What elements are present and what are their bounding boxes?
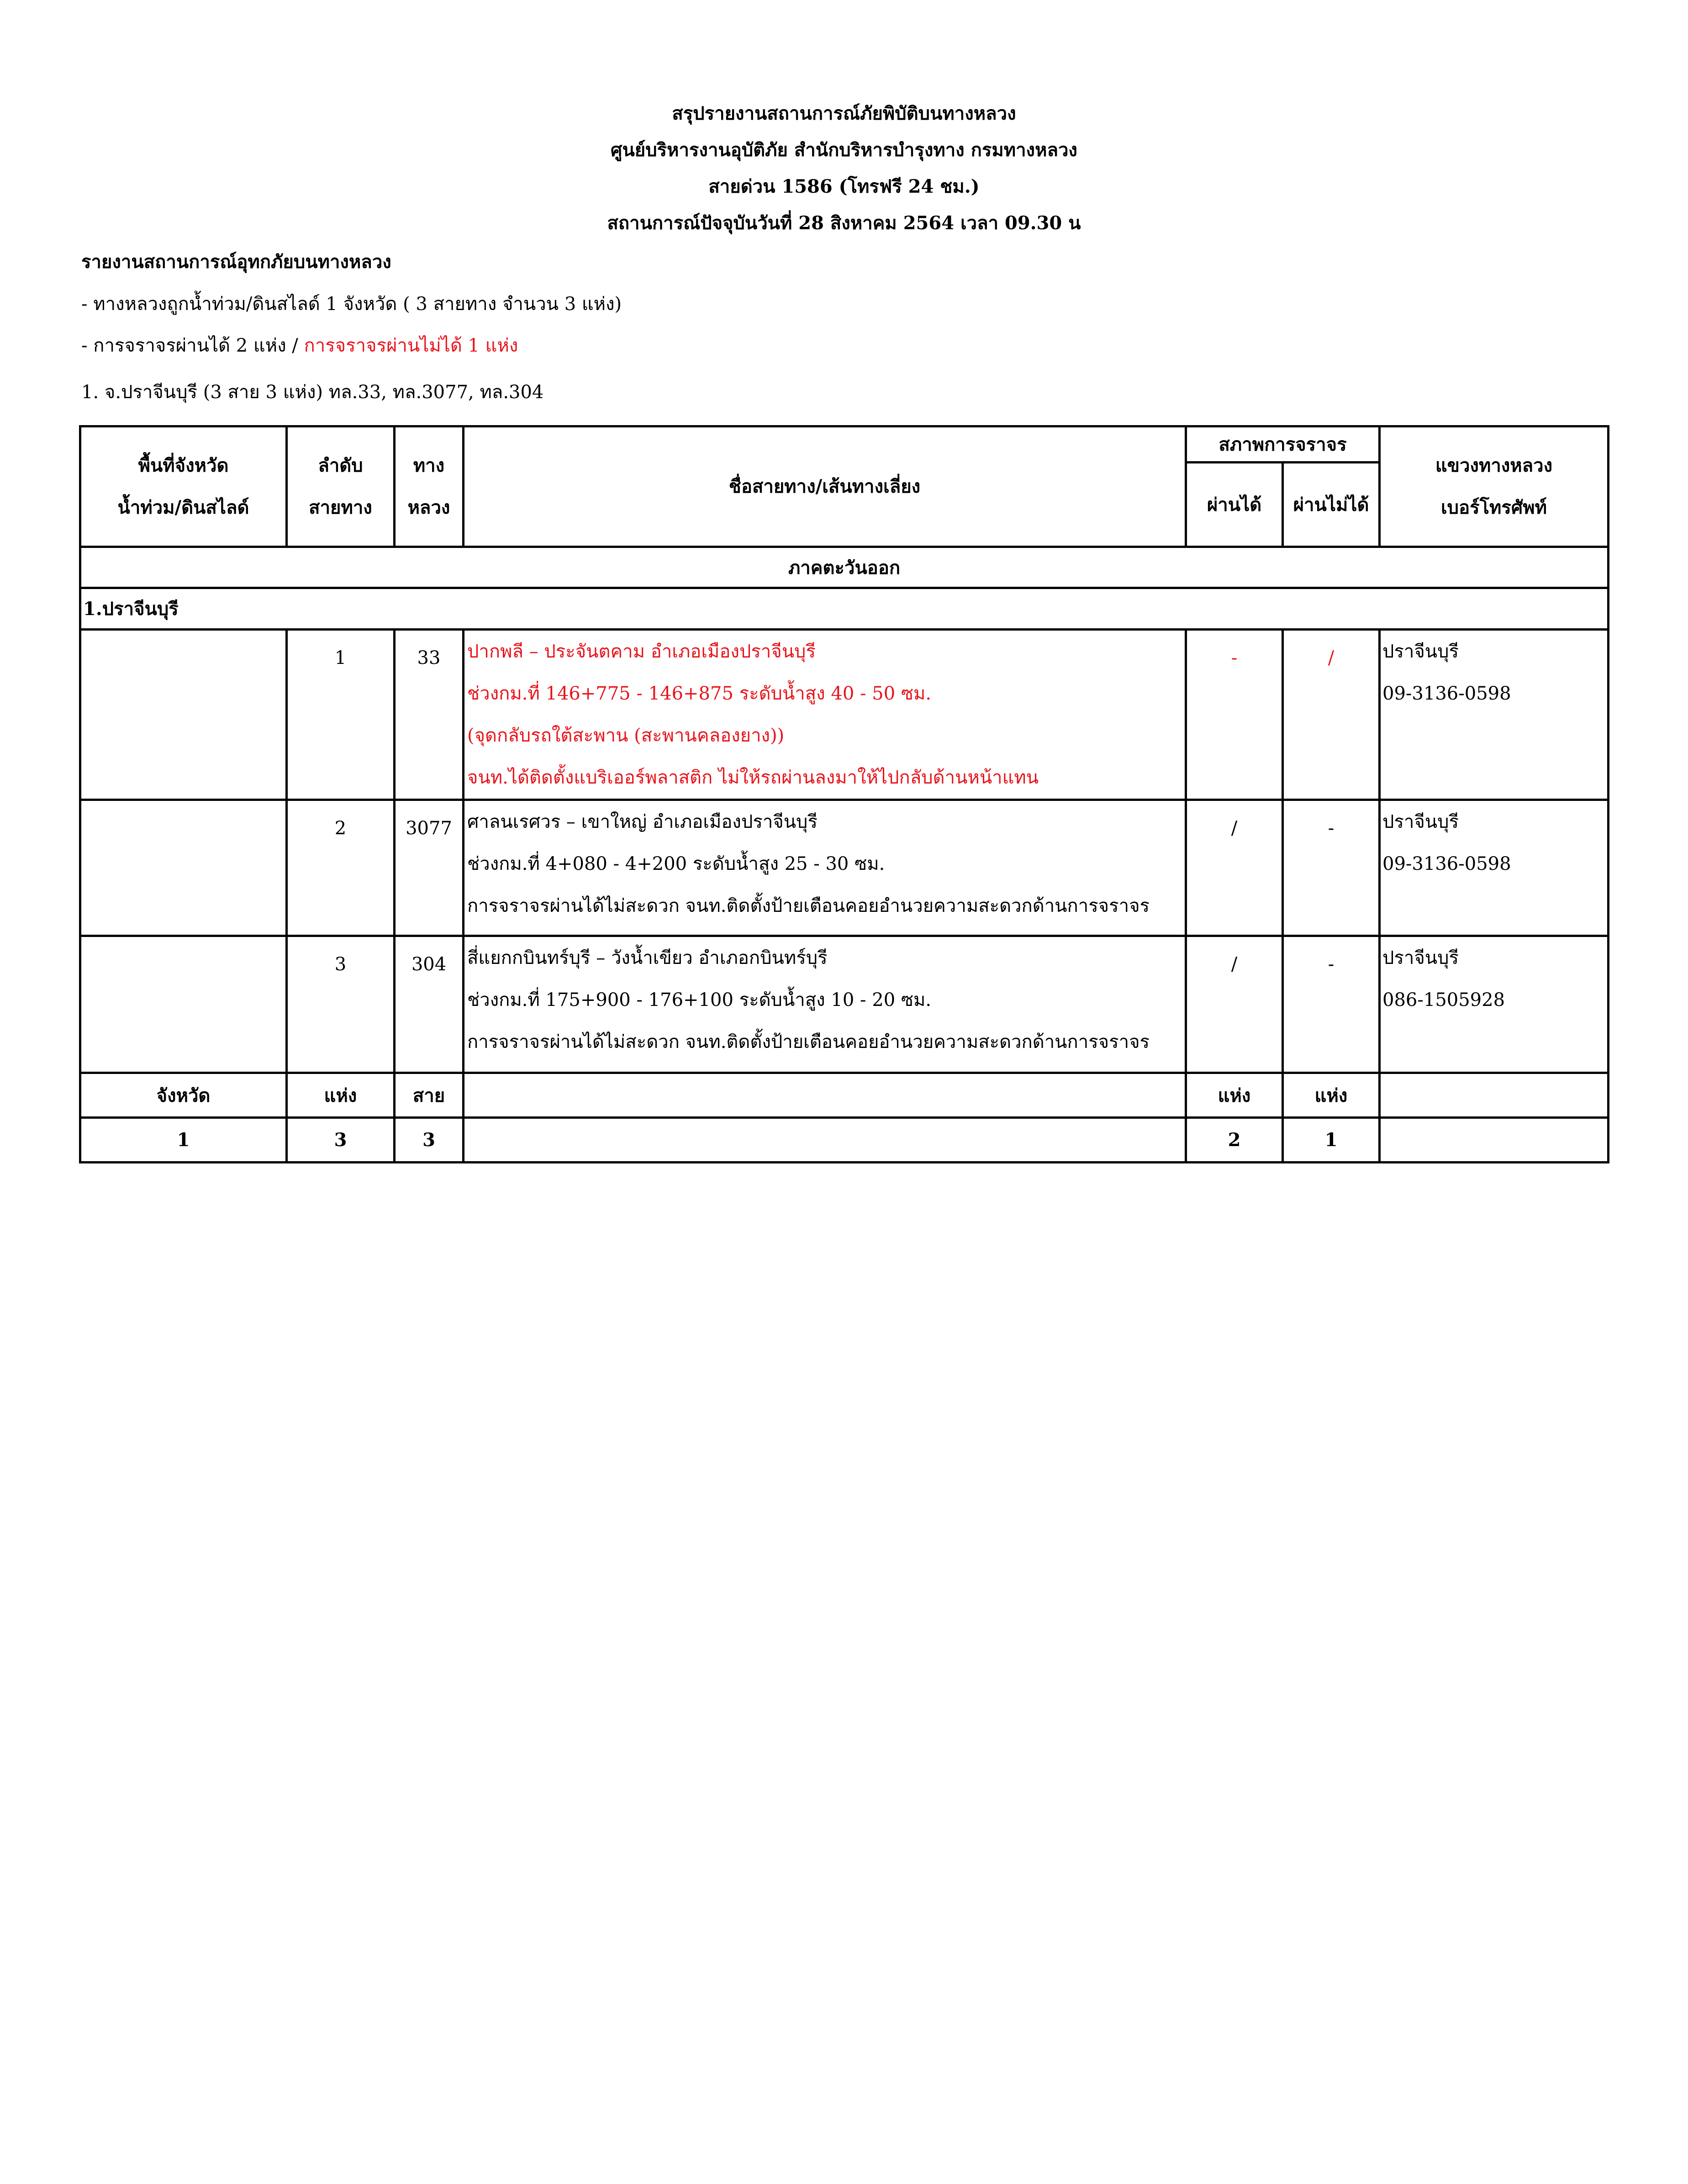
- table-row: [80, 630, 1609, 800]
- office-phone: 09-3136-0598: [1382, 853, 1511, 874]
- province-row: 1.ปราจีนบุรี: [80, 588, 1609, 630]
- total-value-office-blank: [1380, 1118, 1609, 1163]
- total-provinces: 1: [80, 1118, 287, 1163]
- col-header-highway: ทาง หลวง: [395, 426, 464, 547]
- report-title: รายงานสถานการณ์อุทกภัยบนทางหลวง: [81, 251, 391, 273]
- highway-cell: 33: [395, 630, 464, 800]
- summary-traffic-pass: - การจราจรผ่านได้ 2 แห่ง /: [81, 335, 304, 356]
- route-cell: [464, 936, 1186, 1073]
- region-row: ภาคตะวันออก: [80, 547, 1609, 588]
- route-line: ช่วงกม.ที่ 146+775 - 146+875 ระดับน้ำสูง 40 - 50 ซม.: [467, 683, 932, 704]
- route-line: ช่วงกม.ที่ 4+080 - 4+200 ระดับน้ำสูง 25 - 30 ซม.: [467, 853, 885, 874]
- header-agency: ศูนย์บริหารงานอุบัติภัย สำนักบริหารบำรุงทาง กรมทางหลวง: [611, 139, 1077, 161]
- total-places: 3: [287, 1118, 395, 1163]
- order-cell: 1: [287, 630, 395, 800]
- total-label-provinces: จังหวัด: [80, 1073, 287, 1118]
- total-value-blank: [464, 1118, 1186, 1163]
- office-name: ปราจีนบุรี: [1382, 947, 1459, 968]
- flood-report-table: [79, 425, 1609, 1163]
- total-label-nopass: แห่ง: [1283, 1073, 1380, 1118]
- header-hotline: สายด่วน 1586 (โทรฟรี 24 ชม.): [708, 176, 980, 197]
- route-line: ศาลนเรศวร – เขาใหญ่ อำเภอเมืองปราจีนบุรี: [467, 811, 818, 832]
- total-pass: 2: [1186, 1118, 1283, 1163]
- col-header-impassable: ผ่านไม่ได้: [1283, 463, 1380, 547]
- office-cell: [1380, 936, 1609, 1073]
- route-cell: [464, 800, 1186, 936]
- office-cell: [1380, 630, 1609, 800]
- col-header-area: พื้นที่จังหวัด น้ำท่วม/ดินสไลด์: [80, 426, 287, 547]
- impassable-cell: -: [1283, 936, 1380, 1073]
- col-header-route-name: ชื่อสายทาง/เส้นทางเลี่ยง: [464, 426, 1186, 547]
- province-summary: 1. จ.ปราจีนบุรี (3 สาย 3 แห่ง) ทล.33, ทล.3077, ทล.304: [81, 382, 544, 403]
- order-cell: 3: [287, 936, 395, 1073]
- col-header-traffic-status: สภาพการจราจร: [1186, 426, 1380, 463]
- total-label-routes: สาย: [395, 1073, 464, 1118]
- office-phone: 086-1505928: [1382, 989, 1505, 1010]
- col-header-passable: ผ่านได้: [1186, 463, 1283, 547]
- total-nopass: 1: [1283, 1118, 1380, 1163]
- order-cell: 2: [287, 800, 395, 936]
- summary-traffic-blocked: การจราจรผ่านไม่ได้ 1 แห่ง: [304, 335, 518, 356]
- total-label-pass: แห่ง: [1186, 1073, 1283, 1118]
- route-line: การจราจรผ่านได้ไม่สะดวก จนท.ติดตั้งป้ายเตือนคอยอำนวยความสะดวกด้านการจราจร: [467, 895, 1150, 916]
- office-phone: 09-3136-0598: [1382, 683, 1511, 704]
- total-label-blank: [464, 1073, 1186, 1118]
- highway-cell: 3077: [395, 800, 464, 936]
- total-routes: 3: [395, 1118, 464, 1163]
- impassable-cell: /: [1283, 630, 1380, 800]
- route-line: สี่แยกกบินทร์บุรี – วังน้ำเขียว อำเภอกบินทร์บุรี: [467, 947, 828, 968]
- route-line: ปากพลี – ประจันตคาม อำเภอเมืองปราจีนบุรี: [467, 641, 816, 662]
- summary-traffic: [81, 334, 518, 357]
- highway-cell: 304: [395, 936, 464, 1073]
- office-cell: [1380, 800, 1609, 936]
- office-name: ปราจีนบุรี: [1382, 641, 1459, 662]
- col-header-office: แขวงทางหลวง เบอร์โทรศัพท์: [1380, 426, 1609, 547]
- table-row: [80, 800, 1609, 936]
- report-header: [0, 102, 1688, 248]
- route-line: จนท.ได้ติดตั้งแบริเออร์พลาสติก ไม่ให้รถผ่านลงมาให้ไปกลับด้านหน้าแทน: [467, 767, 1039, 788]
- totals-value-row: [80, 1118, 1609, 1163]
- header-datetime: สถานการณ์ปัจจุบันวันที่ 28 สิงหาคม 2564 เวลา 09.30 น: [607, 212, 1081, 234]
- header-title: สรุปรายงานสถานการณ์ภัยพิบัติบนทางหลวง: [672, 103, 1016, 124]
- total-label-office-blank: [1380, 1073, 1609, 1118]
- area-cell: [80, 800, 287, 936]
- impassable-cell: -: [1283, 800, 1380, 936]
- passable-cell: -: [1186, 630, 1283, 800]
- col-header-order: ลำดับ สายทาง: [287, 426, 395, 547]
- route-line: ช่วงกม.ที่ 175+900 - 176+100 ระดับน้ำสูง 10 - 20 ซม.: [467, 989, 932, 1010]
- passable-cell: /: [1186, 800, 1283, 936]
- area-cell: [80, 630, 287, 800]
- totals-label-row: [80, 1073, 1609, 1118]
- area-cell: [80, 936, 287, 1073]
- total-label-places: แห่ง: [287, 1073, 395, 1118]
- office-name: ปราจีนบุรี: [1382, 811, 1459, 832]
- summary-affected: - ทางหลวงถูกน้ำท่วม/ดินสไลด์ 1 จังหวัด ( 3 สายทาง จำนวน 3 แห่ง): [81, 294, 622, 315]
- route-line: การจราจรผ่านได้ไม่สะดวก จนท.ติดตั้งป้ายเตือนคอยอำนวยความสะดวกด้านการจราจร: [467, 1031, 1150, 1053]
- route-line: (จุดกลับรถใต้สะพาน (สะพานคลองยาง)): [467, 725, 785, 746]
- table-row: [80, 936, 1609, 1073]
- passable-cell: /: [1186, 936, 1283, 1073]
- route-cell: [464, 630, 1186, 800]
